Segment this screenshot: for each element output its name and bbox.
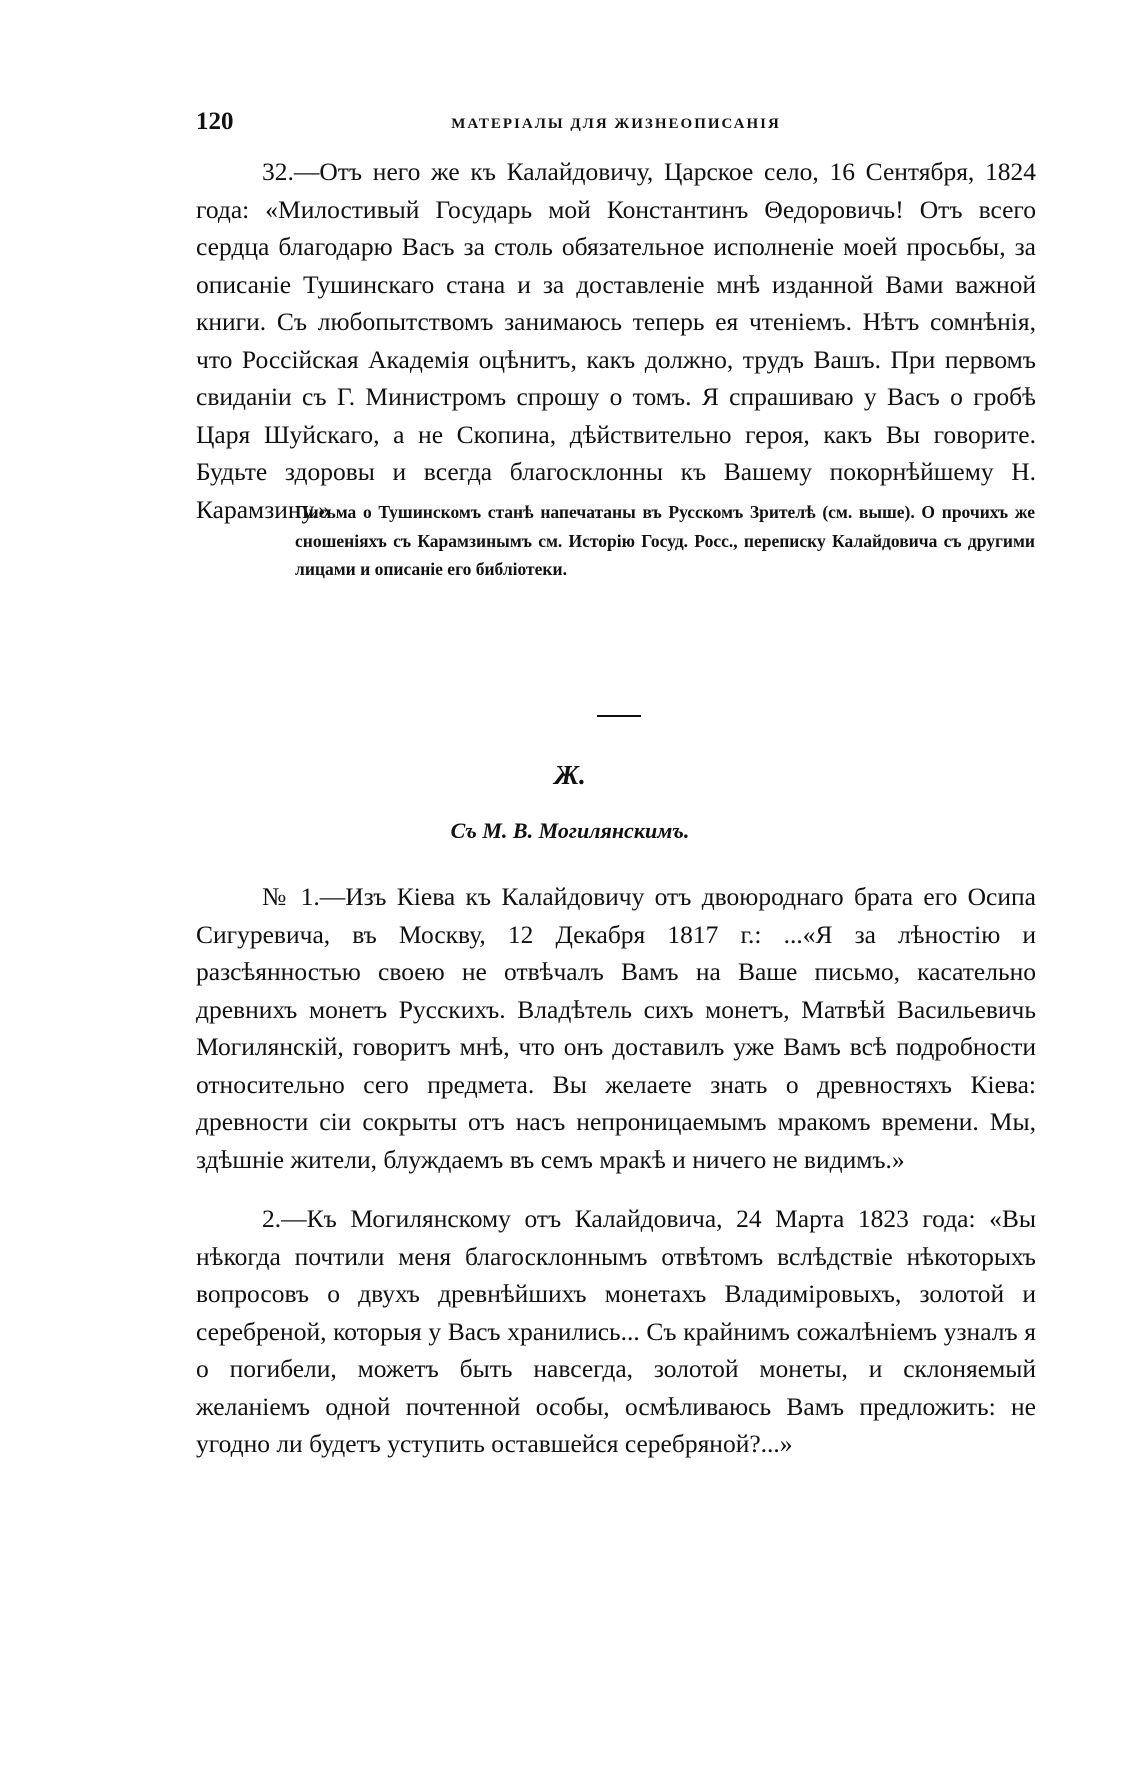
letter-paragraph-2: 2.—Къ Могилянскому отъ Калайдовича, 24 Марта 1823 года: «Вы нѣкогда почтили меня благосклоннымъ отвѣтомъ вслѣдствіе нѣкоторыхъ вопросовъ о двухъ древнѣйшихъ монетахъ Владиміровыхъ, золотой и серебреной, которыя у Васъ хранились... Съ крайнимъ сожалѣніемъ узналъ я о погибели, можетъ быть навсегда, золотой монеты, и склоняемый желаніемъ одной почтенной особы, осмѣливаюсь Вамъ предложить: не угодно ли будетъ уступить оставшейся серебряной?...»	[196, 1204, 1036, 1458]
running-title: МАТЕРІАЛЫ ДЛЯ ЖИЗНЕОПИСАНІЯ	[451, 116, 781, 132]
section-letter: Ж.	[554, 760, 586, 790]
page-number: 120	[196, 108, 234, 135]
letter-paragraph-1: № 1.—Изъ Кіева къ Калайдовичу отъ двоюроднаго брата его Осипа Сигуревича, въ Москву, 12 Декабря 1817 г.: ...«Я за лѣностію и разсѣянностью своею не отвѣчалъ Вамъ на Ваше письмо, касательно древнихъ монетъ Русскихъ. Владѣтель сихъ монетъ, Матвѣй Васильевичь Могилянскій, говоритъ мнѣ, что онъ доставилъ уже Вамъ всѣ подробности относительно сего предмета. Вы желаете знать о древностяхъ Кіева: древности сіи сокрыты отъ насъ непроницаемымъ мракомъ времени. Мы, здѣшніе жители, блуждаемъ въ семъ мракѣ и ничего не видимъ.»	[196, 882, 1036, 1174]
section-title: Съ М. В. Могилянскимъ.	[450, 818, 690, 843]
footnote: Письма о Тушинскомъ станѣ напечатаны въ Русскомъ Зрителѣ (см. выше). О прочихъ же сношеніяхъ съ Карамзинымъ см. Исторію Госуд. Росс., переписку Калайдовича съ другими лицами и описаніе его библіотеки.	[295, 502, 1035, 579]
section-divider	[597, 715, 641, 717]
page-header	[196, 108, 1036, 148]
letter-paragraph-32: 32.—Отъ него же къ Калайдовичу, Царское село, 16 Сентября, 1824 года: «Милостивый Государь мой Константинъ Θедоровичь! Отъ всего сердца благодарю Васъ за столь обязательное исполненіе моей просьбы, за описаніе Тушинскаго стана и за доставленіе мнѣ изданной Вами важной книги. Съ любопытствомъ занимаюсь теперь ея чтеніемъ. Нѣтъ сомнѣнія, что Россійская Академія оцѣнитъ, какъ должно, трудъ Вашъ. При первомъ свиданіи съ Г. Министромъ спрошу о томъ. Я спрашиваю у Васъ о гробѣ Царя Шуйскаго, а не Скопина, дѣйствительно героя, какъ Вы говорите. Будьте здоровы и всегда благосклонны къ Вашему покорнѣйшему Н. Карамзину.»	[196, 157, 1036, 524]
